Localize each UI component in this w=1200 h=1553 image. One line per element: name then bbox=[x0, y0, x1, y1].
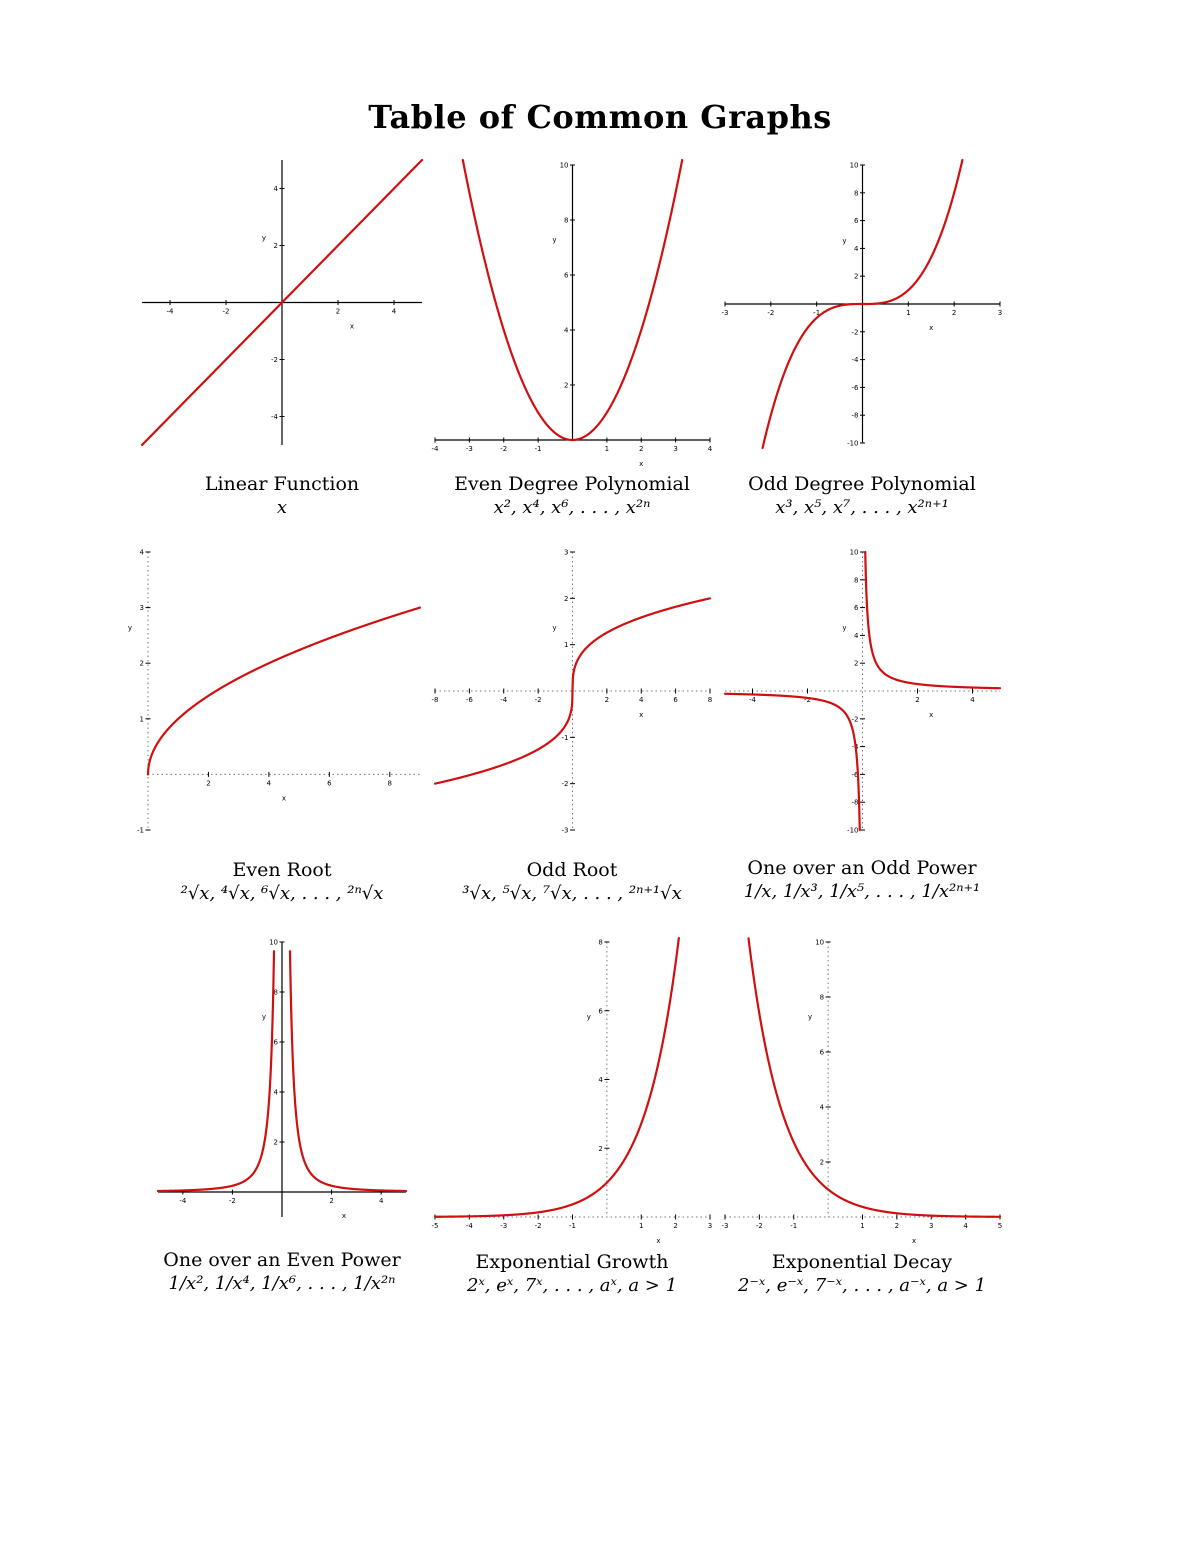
x-tick-label: 4 bbox=[639, 696, 644, 704]
function-curve bbox=[290, 951, 406, 1191]
y-tick-label: 2 bbox=[564, 381, 569, 390]
y-tick-label: 4 bbox=[273, 1088, 278, 1097]
x-tick-label: -3 bbox=[500, 1222, 508, 1230]
plot-exponential-decay bbox=[721, 938, 1003, 1245]
plot-linear bbox=[142, 160, 422, 445]
y-tick-label: 2 bbox=[854, 272, 859, 281]
x-tick-label: -2 bbox=[534, 1222, 542, 1230]
x-tick-label: -3 bbox=[721, 1222, 729, 1230]
x-axis-label: x bbox=[349, 322, 355, 331]
y-tick-label: 1 bbox=[564, 641, 569, 650]
y-tick-label: 6 bbox=[598, 1007, 603, 1016]
caption-title: Odd Root bbox=[526, 859, 618, 881]
caption-exponential-decay bbox=[697, 1250, 1027, 1298]
x-tick-label: 2 bbox=[604, 696, 610, 704]
x-tick-label: -2 bbox=[500, 445, 508, 453]
x-tick-label: -1 bbox=[790, 1222, 798, 1230]
y-tick-label: 2 bbox=[819, 1158, 825, 1167]
x-tick-label: 2 bbox=[639, 445, 644, 453]
x-tick-label: -2 bbox=[222, 307, 230, 316]
function-curve bbox=[749, 938, 1000, 1216]
caption-title: Even Degree Polynomial bbox=[454, 473, 690, 495]
y-axis-label: y bbox=[552, 623, 557, 632]
function-curve bbox=[158, 951, 274, 1191]
y-tick-label: -2 bbox=[561, 780, 569, 789]
y-tick-label: 6 bbox=[273, 1038, 278, 1047]
x-tick-label: 2 bbox=[915, 696, 920, 704]
caption-title: Exponential Growth bbox=[475, 1251, 669, 1273]
x-tick-label: -2 bbox=[767, 309, 775, 317]
y-tick-label: 8 bbox=[273, 988, 278, 997]
x-tick-label: -5 bbox=[431, 1222, 439, 1230]
y-tick-label: 4 bbox=[273, 185, 278, 193]
caption-formula: x², x⁴, x⁶, . . . , x²ⁿ bbox=[493, 497, 651, 518]
y-tick-label: 10 bbox=[849, 161, 859, 170]
x-tick-label: 8 bbox=[707, 696, 713, 704]
plot-exponential-growth bbox=[431, 938, 713, 1245]
y-tick-label: -2 bbox=[851, 715, 859, 724]
y-tick-label: 2 bbox=[273, 242, 278, 250]
y-axis-label: y bbox=[261, 1013, 267, 1021]
y-axis-label: y bbox=[552, 236, 557, 244]
y-tick-label: -2 bbox=[271, 356, 278, 364]
y-tick-label: 3 bbox=[564, 548, 569, 557]
x-tick-label: 4 bbox=[963, 1222, 968, 1230]
x-tick-label: 2 bbox=[335, 307, 341, 316]
y-tick-label: -4 bbox=[271, 413, 278, 421]
x-tick-label: 5 bbox=[997, 1222, 1003, 1230]
y-tick-label: 2 bbox=[854, 659, 859, 668]
function-curve bbox=[725, 694, 860, 830]
x-tick-label: -4 bbox=[166, 307, 174, 316]
x-axis-label: x bbox=[929, 324, 934, 332]
x-axis-label: x bbox=[639, 460, 644, 468]
x-tick-label: -6 bbox=[465, 696, 473, 704]
x-tick-label: 2 bbox=[329, 1197, 334, 1205]
x-tick-label: 3 bbox=[997, 309, 1003, 317]
y-tick-label: 6 bbox=[564, 271, 569, 280]
x-tick-label: -1 bbox=[534, 445, 542, 453]
caption-formula: 1/x², 1/x⁴, 1/x⁶, . . . , 1/x²ⁿ bbox=[168, 1273, 396, 1294]
x-tick-label: -2 bbox=[228, 1197, 236, 1205]
caption-odd-polynomial bbox=[697, 472, 1027, 520]
caption-title: One over an Odd Power bbox=[747, 857, 977, 879]
function-curve bbox=[148, 608, 420, 775]
x-tick-label: 4 bbox=[707, 445, 713, 453]
y-tick-label: -8 bbox=[851, 411, 859, 420]
y-tick-label: -10 bbox=[847, 439, 859, 448]
y-tick-label: 10 bbox=[269, 938, 278, 947]
function-curve bbox=[865, 552, 1000, 688]
plot-even-root bbox=[127, 548, 420, 835]
y-tick-label: 8 bbox=[854, 189, 859, 198]
x-tick-label: -3 bbox=[721, 309, 729, 317]
y-tick-label: 2 bbox=[564, 594, 569, 603]
y-tick-label: -1 bbox=[137, 826, 144, 835]
caption-formula: x³, x⁵, x⁷, . . . , x²ⁿ⁺¹ bbox=[775, 497, 949, 518]
caption-one-over-odd-power bbox=[697, 856, 1027, 904]
caption-title: Odd Degree Polynomial bbox=[748, 473, 976, 495]
y-tick-label: 10 bbox=[559, 161, 569, 170]
y-tick-label: 10 bbox=[849, 548, 859, 557]
y-tick-label: 4 bbox=[819, 1103, 825, 1112]
x-tick-label: -4 bbox=[500, 696, 508, 704]
caption-formula: 1/x, 1/x³, 1/x⁵, . . . , 1/x²ⁿ⁺¹ bbox=[743, 881, 981, 902]
x-tick-label: 2 bbox=[894, 1222, 900, 1230]
x-tick-label: 1 bbox=[604, 445, 610, 453]
x-tick-label: -3 bbox=[465, 445, 473, 453]
x-tick-label: -2 bbox=[804, 696, 811, 704]
y-tick-label: 1 bbox=[139, 715, 144, 724]
y-tick-label: 6 bbox=[854, 604, 859, 613]
y-tick-label: -3 bbox=[561, 826, 569, 835]
plot-odd-polynomial bbox=[721, 161, 1003, 448]
x-axis-label: x bbox=[911, 1237, 917, 1245]
caption-title: Linear Function bbox=[204, 473, 360, 495]
x-tick-label: 2 bbox=[951, 309, 957, 317]
x-tick-label: 3 bbox=[673, 445, 678, 453]
function-curve bbox=[435, 938, 679, 1217]
y-tick-label: -4 bbox=[851, 356, 859, 365]
y-tick-label: 4 bbox=[564, 326, 569, 335]
y-tick-label: 2 bbox=[273, 1138, 278, 1147]
y-tick-label: 8 bbox=[564, 216, 569, 225]
y-tick-label: 4 bbox=[854, 631, 859, 640]
x-tick-label: 3 bbox=[929, 1222, 934, 1230]
x-axis-label: x bbox=[656, 1237, 661, 1245]
y-tick-label: -8 bbox=[851, 798, 859, 807]
y-tick-label: 3 bbox=[139, 604, 144, 613]
caption-formula: 2⁻ˣ, e⁻ˣ, 7⁻ˣ, . . . , a⁻ˣ, a > 1 bbox=[737, 1275, 987, 1296]
x-tick-label: 2 bbox=[206, 779, 211, 788]
caption-even-root bbox=[117, 858, 447, 906]
plot-one-over-odd-power bbox=[725, 548, 1000, 835]
y-tick-label: 6 bbox=[854, 217, 859, 226]
y-tick-label: -10 bbox=[847, 826, 859, 835]
y-axis-label: y bbox=[808, 1013, 813, 1021]
x-axis-label: x bbox=[639, 711, 644, 719]
y-tick-label: 8 bbox=[819, 993, 825, 1002]
x-tick-label: -4 bbox=[179, 1197, 187, 1205]
x-tick-label: -8 bbox=[431, 696, 439, 704]
caption-one-over-even-power bbox=[117, 1248, 447, 1296]
y-axis-label: y bbox=[842, 623, 847, 632]
plot-odd-root bbox=[431, 548, 713, 835]
y-tick-label: 8 bbox=[854, 576, 859, 585]
caption-formula: ³√x, ⁵√x, ⁷√x, . . . , ²ⁿ⁺¹√x bbox=[462, 883, 682, 904]
x-tick-label: -4 bbox=[749, 696, 756, 704]
x-tick-label: 1 bbox=[639, 1222, 644, 1230]
caption-odd-root bbox=[407, 858, 737, 906]
x-tick-label: 4 bbox=[378, 1197, 384, 1205]
x-tick-label: 4 bbox=[970, 696, 975, 704]
x-axis-label: x bbox=[929, 711, 934, 719]
caption-title: Exponential Decay bbox=[771, 1251, 953, 1273]
x-tick-label: -1 bbox=[569, 1222, 576, 1230]
x-tick-label: 4 bbox=[266, 779, 272, 788]
y-tick-label: 2 bbox=[139, 659, 144, 668]
caption-formula: ²√x, ⁴√x, ⁶√x, . . . , ²ⁿ√x bbox=[180, 883, 384, 904]
x-axis-label: x bbox=[281, 794, 287, 803]
caption-formula: 2ˣ, eˣ, 7ˣ, . . . , aˣ, a > 1 bbox=[466, 1275, 678, 1296]
y-tick-label: 8 bbox=[598, 938, 603, 947]
y-tick-label: 6 bbox=[819, 1048, 825, 1057]
x-tick-label: 1 bbox=[860, 1222, 865, 1230]
caption-title: Even Root bbox=[232, 859, 332, 881]
y-tick-label: 2 bbox=[598, 1144, 603, 1153]
y-tick-label: 4 bbox=[598, 1076, 603, 1084]
caption-title: One over an Even Power bbox=[163, 1249, 401, 1271]
y-tick-label: 4 bbox=[854, 244, 859, 253]
caption-formula: x bbox=[276, 497, 288, 518]
x-tick-label: 1 bbox=[906, 309, 911, 317]
y-axis-label: y bbox=[842, 236, 847, 245]
plot-one-over-even-power bbox=[158, 938, 406, 1220]
y-axis-label: y bbox=[261, 233, 267, 242]
x-tick-label: 2 bbox=[673, 1222, 678, 1230]
y-tick-label: -6 bbox=[851, 383, 859, 392]
x-tick-label: 4 bbox=[391, 307, 397, 316]
y-tick-label: -1 bbox=[561, 733, 569, 742]
caption-exponential-growth bbox=[407, 1250, 737, 1298]
y-tick-label: -6 bbox=[851, 770, 859, 779]
x-axis-label: x bbox=[341, 1212, 347, 1220]
x-tick-label: 6 bbox=[673, 696, 678, 704]
y-axis-label: y bbox=[586, 1013, 591, 1021]
caption-even-polynomial bbox=[407, 472, 737, 520]
x-tick-label: -2 bbox=[755, 1222, 763, 1230]
x-tick-label: 3 bbox=[707, 1222, 713, 1230]
x-tick-label: -4 bbox=[465, 1222, 473, 1230]
x-tick-label: -4 bbox=[431, 445, 439, 453]
x-tick-label: 8 bbox=[387, 779, 393, 788]
y-axis-label: y bbox=[127, 623, 133, 632]
y-tick-label: 4 bbox=[139, 548, 144, 557]
plot-even-polynomial bbox=[431, 161, 713, 468]
x-tick-label: 6 bbox=[327, 779, 332, 788]
y-tick-label: -2 bbox=[851, 328, 859, 337]
page-title: Table of Common Graphs bbox=[368, 98, 832, 136]
caption-linear bbox=[117, 472, 447, 520]
x-tick-label: -2 bbox=[534, 696, 542, 704]
y-tick-label: -4 bbox=[851, 743, 859, 752]
x-tick-label: -1 bbox=[813, 309, 821, 317]
y-tick-label: 10 bbox=[815, 938, 825, 947]
